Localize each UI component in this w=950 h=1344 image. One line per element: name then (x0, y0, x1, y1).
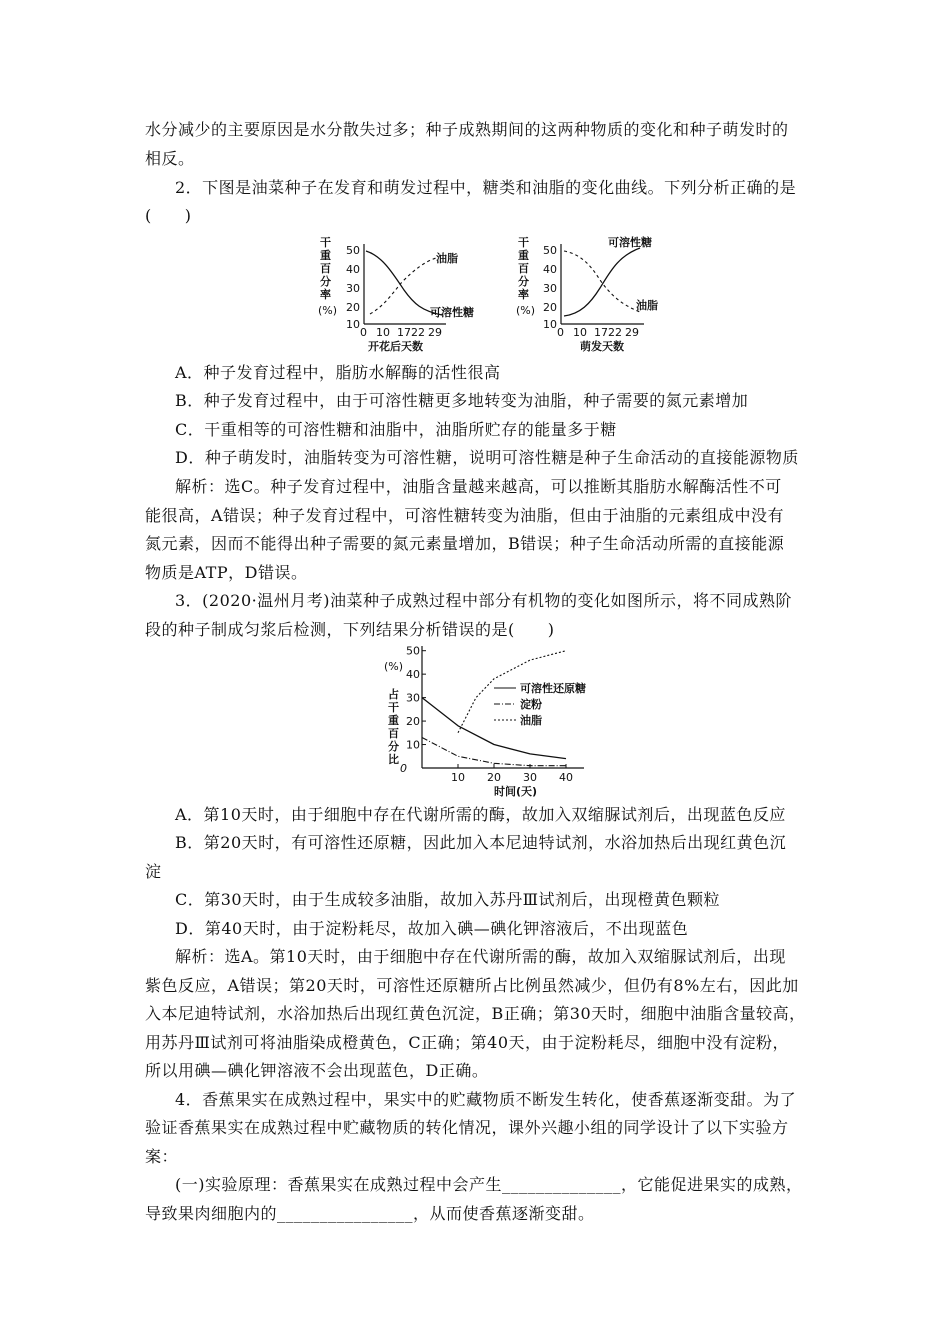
y-axis-label: 百 (518, 262, 529, 275)
y-axis-label: 重 (320, 249, 331, 262)
x-tick-label: 22 (411, 326, 425, 339)
question-4: 验证香蕉果实在成熟过程中贮藏物质的转化情况，课外兴趣小组的同学设计了以下实验方 (145, 1118, 789, 1137)
y-tick-label: 20 (543, 301, 557, 314)
y-tick-label: 10 (543, 318, 557, 331)
y-axis-label: 重 (388, 714, 399, 727)
y-tick-label: 50 (543, 244, 557, 257)
x-tick-label: 29 (625, 326, 639, 339)
y-tick-label: 20 (346, 301, 360, 314)
y-tick-label: 10 (406, 738, 420, 752)
y-tick-label: 40 (346, 263, 360, 276)
y-tick-label: 20 (406, 715, 420, 729)
x-axis-label: 开花后天数 (368, 340, 423, 353)
y-tick-label: 30 (346, 282, 360, 295)
text-line: 水分减少的主要原因是水分散失过多；种子成熟期间的这两种物质的变化和种子萌发时的 (145, 120, 789, 139)
question-4: 案： (145, 1147, 179, 1166)
legend-label: 油脂 (520, 714, 542, 727)
y-tick-label: 40 (543, 263, 557, 276)
y-axis-label: (%) (318, 304, 338, 317)
x-tick-label: 20 (487, 771, 501, 784)
y-tick-label: 30 (543, 282, 557, 295)
y-tick-label: 10 (346, 318, 360, 331)
experiment-principle: 导致果肉细胞内的________________，从而使香蕉逐渐变甜。 (145, 1204, 595, 1223)
y-tick-label: 50 (346, 244, 360, 257)
experiment-principle: (一)实验原理：香蕉果实在成熟过程中会产生______________，它能促进果实的成熟， (175, 1175, 803, 1194)
chart-development (318, 235, 474, 353)
origin-label: 0 (400, 762, 407, 775)
option-a: A．第10天时，由于细胞中存在代谢所需的酶，故加入双缩脲试剂后，出现蓝色反应 (175, 805, 786, 824)
explanation: 物质是ATP，D错误。 (145, 563, 308, 582)
legend-sugar-label: 可溶性糖 (430, 306, 474, 319)
x-tick-label: 40 (559, 771, 573, 784)
option-a: A．种子发育过程中，脂肪水解酶的活性很高 (175, 363, 501, 382)
figure-seed-charts (318, 232, 698, 358)
option-c: C．干重相等的可溶性糖和油脂中，油脂所贮存的能量多于糖 (175, 420, 617, 439)
explanation: 能很高，A错误；种子发育过程中，可溶性糖转变为油脂，但由于油脂的元素组成中没有 (145, 506, 785, 525)
y-axis-label: 分 (518, 275, 529, 288)
y-axis-label: 百 (388, 727, 399, 740)
x-tick-label: 0 (360, 326, 367, 339)
y-axis-label: 重 (518, 249, 529, 262)
chart-germination (516, 235, 658, 353)
option-b-cont: 淀 (145, 862, 162, 881)
option-c: C．第30天时，由于生成较多油脂，故加入苏丹Ⅲ试剂后，出现橙黄色颗粒 (175, 890, 721, 909)
x-axis-label: 萌发天数 (580, 340, 624, 353)
y-tick-label: 50 (406, 644, 420, 658)
y-axis-label: 干 (518, 236, 529, 249)
y-axis-label: 率 (518, 288, 529, 301)
x-tick-label: 22 (608, 326, 622, 339)
y-axis-label: 干 (388, 701, 399, 714)
y-axis-label: 分 (388, 740, 399, 753)
option-b: B．种子发育过程中，由于可溶性糖更多地转变为油脂，种子需要的氮元素增加 (175, 391, 749, 410)
y-axis-label: 占 (388, 688, 399, 701)
y-tick-label: 30 (406, 691, 420, 705)
series-line (422, 738, 566, 766)
option-d: D．种子萌发时，油脂转变为可溶性糖，说明可溶性糖是种子生命活动的直接能源物质 (175, 448, 799, 467)
x-axis-label: 时间(天) (494, 785, 538, 798)
question-4: 4．香蕉果实在成熟过程中，果实中的贮藏物质不断发生转化，使香蕉逐渐变甜。为了 (175, 1090, 797, 1109)
explanation: 解析：选A。第10天时，由于细胞中存在代谢所需的酶，故加入双缩脲试剂后，出现 (175, 947, 786, 966)
option-d: D．第40天时，由于淀粉耗尽，故加入碘—碘化钾溶液后，不出现蓝色 (175, 919, 689, 938)
series-oil-line (564, 251, 640, 312)
y-tick-label: 40 (406, 668, 420, 682)
x-tick-label: 10 (376, 326, 390, 339)
legend-label: 淀粉 (520, 698, 542, 711)
question-3: 3．(2020·温州月考)油菜种子成熟过程中部分有机物的变化如图所示，将不同成熟阶 (175, 591, 792, 610)
y-axis-label: 百 (320, 262, 331, 275)
question-2: 2．下图是油菜种子在发育和萌发过程中，糖类和油脂的变化曲线。下列分析正确的是 (175, 178, 797, 197)
option-b: B．第20天时，有可溶性还原糖，因此加入本尼迪特试剂，水浴加热后出现红黄色沉 (175, 833, 787, 852)
series-oil-line (370, 258, 436, 314)
y-axis-label: 干 (320, 236, 331, 249)
y-axis-label: 比 (388, 753, 399, 766)
x-tick-label: 17 (594, 326, 608, 339)
figure-organic-matter-chart (372, 636, 622, 800)
answer-blank: ( ) (145, 206, 192, 225)
x-tick-label: 17 (397, 326, 411, 339)
legend-oil-label: 油脂 (436, 252, 458, 265)
explanation: 用苏丹Ⅲ试剂可将油脂染成橙黄色，C正确；第40天，由于淀粉耗尽，细胞中没有淀粉， (145, 1033, 790, 1052)
explanation: 所以用碘—碘化钾溶液不会出现蓝色，D正确。 (145, 1061, 489, 1080)
y-axis-label: (%) (384, 660, 404, 673)
explanation: 紫色反应，A错误；第20天时，可溶性还原糖所占比例虽然减少，但仍有8%左右，因此加 (145, 976, 799, 995)
x-tick-label: 10 (451, 771, 465, 784)
explanation: 氮元素，因而不能得出种子需要的氮元素量增加，B错误；种子生命活动所需的直接能源 (145, 534, 785, 553)
x-tick-label: 29 (428, 326, 442, 339)
x-tick-label: 10 (573, 326, 587, 339)
text-line: 相反。 (145, 149, 195, 168)
y-axis-label: 率 (320, 288, 331, 301)
x-tick-label: 0 (557, 326, 564, 339)
legend-oil-label: 油脂 (636, 299, 658, 312)
legend-sugar-label: 可溶性糖 (608, 236, 652, 249)
legend-label: 可溶性还原糖 (520, 682, 586, 695)
x-tick-label: 30 (523, 771, 537, 784)
question-3: 段的种子制成匀浆后检测，下列结果分析错误的是( ) (145, 620, 555, 639)
explanation: 入本尼迪特试剂，水浴加热后出现红黄色沉淀，B正确；第30天时，细胞中油脂含量较高， (145, 1004, 806, 1023)
series-line (422, 698, 566, 759)
explanation: 解析：选C。种子发育过程中，油脂含量越来越高，可以推断其脂肪水解酶活性不可 (175, 477, 782, 496)
y-axis-label (384, 660, 403, 766)
y-axis-label: (%) (516, 304, 536, 317)
y-axis-label: 分 (320, 275, 331, 288)
